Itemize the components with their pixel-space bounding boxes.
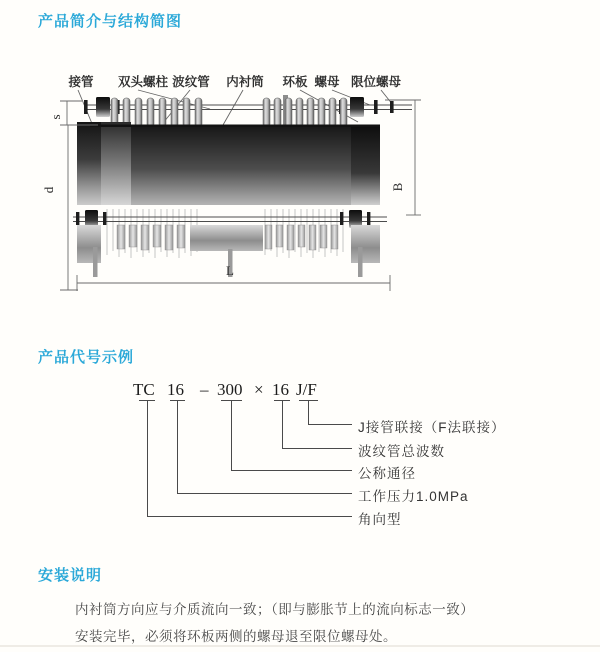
- expl-diameter: 公称通径: [358, 466, 416, 481]
- footer-rule: [0, 645, 600, 647]
- dim-d: d: [41, 186, 56, 194]
- part-labels: [67, 74, 401, 89]
- section-title-intro: 产品简介与结构简图: [38, 13, 183, 30]
- upper-tie-rod: [84, 97, 412, 117]
- installation-notes: [75, 596, 474, 650]
- label-nut: 螺母: [314, 75, 340, 89]
- expl-waves: 波纹管总波数: [358, 444, 445, 459]
- conn-waves: [282, 448, 352, 449]
- code-seg-waves: 16: [272, 380, 289, 399]
- code-seg-pressure: 16: [167, 380, 184, 399]
- drop-type: [147, 401, 148, 516]
- label-ring-plate: 环板: [282, 75, 308, 89]
- upper-body: [77, 122, 380, 205]
- conn-connection: [308, 424, 352, 425]
- label-limit-nut: 限位螺母: [350, 75, 402, 89]
- drop-connection: [308, 401, 309, 424]
- dim-B: B: [390, 182, 405, 192]
- expl-pressure: 工作压力1.0MPa: [358, 489, 469, 504]
- code-seg-times: ×: [254, 380, 264, 399]
- install-line-2: 安装完毕，必须将环板两侧的螺母退至限位螺母处。: [75, 629, 397, 644]
- conn-type: [147, 516, 352, 517]
- section-title-code: 产品代号示例: [38, 349, 135, 366]
- label-stud-bolt: 双头螺柱: [117, 75, 169, 89]
- drop-diameter: [231, 401, 232, 470]
- label-liner: 内衬筒: [226, 75, 264, 89]
- label-pipe: 接管: [68, 75, 94, 89]
- section-title-install: 安装说明: [38, 567, 103, 584]
- expl-connection: J接管联接（F法联接）: [358, 420, 506, 435]
- code-seg-type: TC: [133, 380, 155, 399]
- structure-diagram: [40, 65, 460, 315]
- label-bellows: 波纹管: [172, 75, 210, 89]
- code-seg-dash: –: [200, 380, 209, 399]
- conn-diameter: [231, 470, 352, 471]
- bellows-crowns: [111, 98, 347, 127]
- drop-pressure: [177, 401, 178, 493]
- expansion-joint-drawing: [40, 65, 460, 315]
- expl-type: 角向型: [358, 512, 402, 527]
- dim-L: L: [226, 263, 234, 278]
- code-seg-connection: J/F: [296, 380, 317, 399]
- conn-pressure: [177, 493, 352, 494]
- dim-s: s: [48, 114, 63, 120]
- code-seg-diameter: 300: [217, 380, 243, 399]
- install-line-1: 内衬筒方向应与介质流向一致；（即与膨胀节上的流向标志一致）: [75, 602, 475, 617]
- drop-waves: [282, 401, 283, 448]
